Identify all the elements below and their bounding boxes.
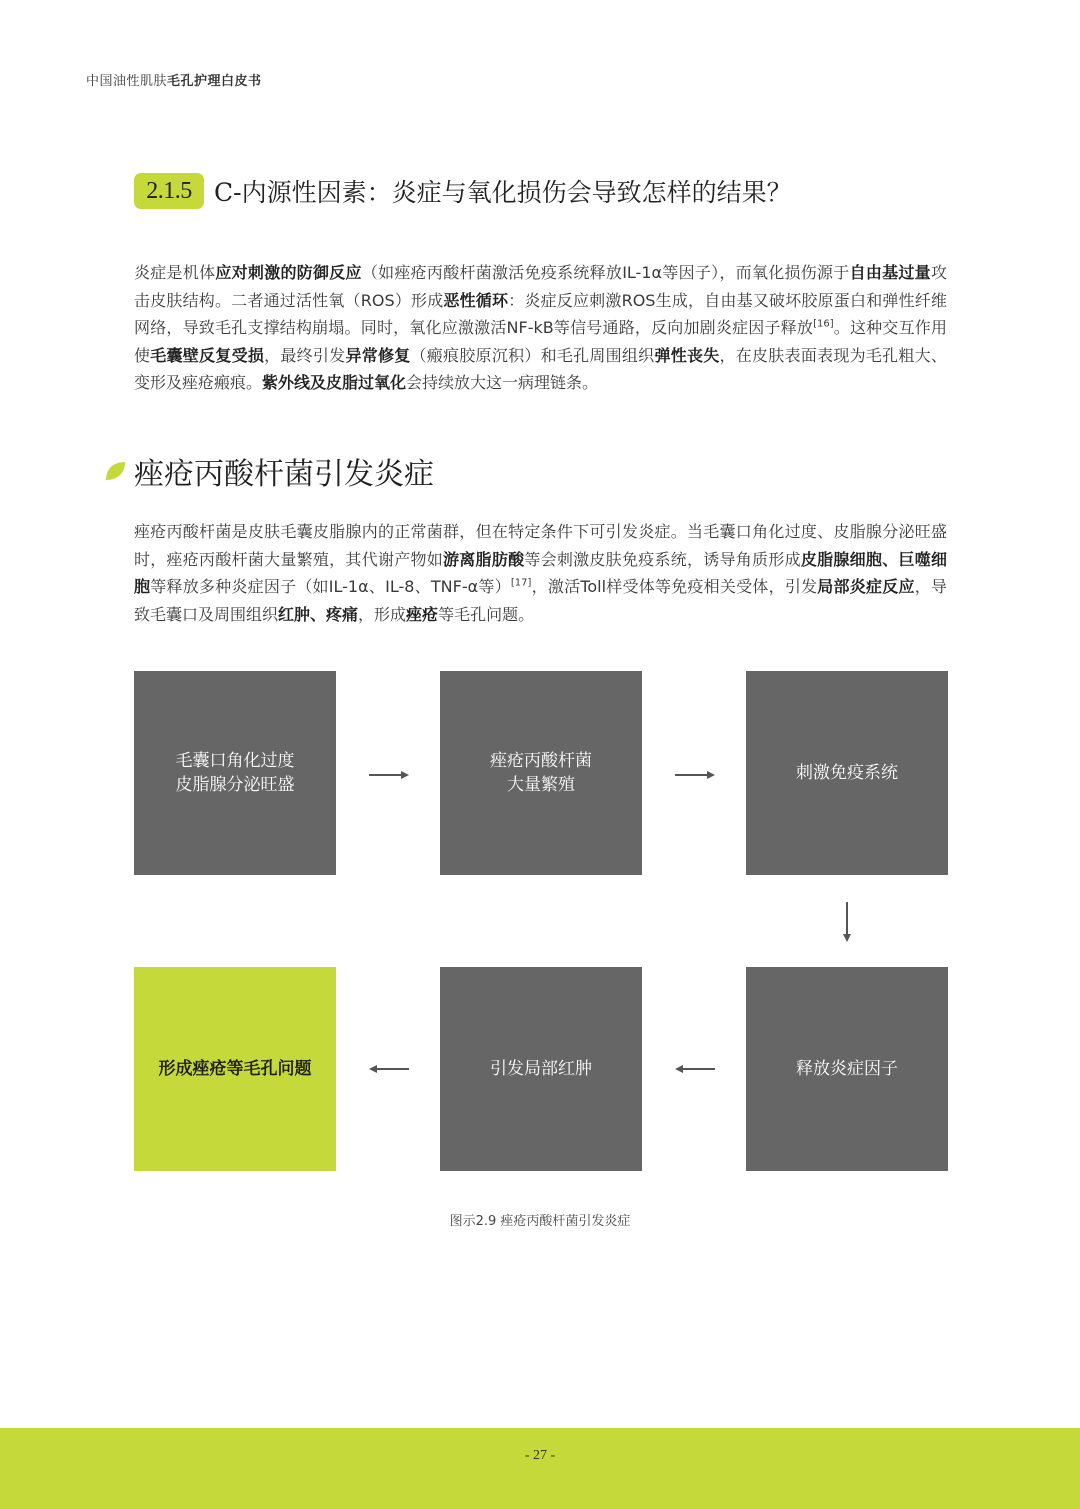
header-title-bold: 毛孔护理白皮书 bbox=[167, 74, 262, 89]
topic-title: 痤疮丙酸杆菌引发炎症 bbox=[134, 457, 434, 492]
paragraph-acne-bacteria: 痤疮丙酸杆菌是皮肤毛囊皮脂腺内的正常菌群，但在特定条件下可引发炎症。当毛囊口角化过度、皮脂腺分泌旺盛时，痤疮丙酸杆菌大量繁殖，其代谢产物如游离脂肪酸等会刺激皮肤免疫系统，诱导角质形成皮脂腺细胞、巨噬细胞等释放多种炎症因子（如IL-1α、IL-8、TNF-α等）[17]，激活Toll样受体等免疫相关受体，引发局部炎症反应，导致毛囊口及周围组织红肿、疼痛，形成痤疮等毛孔问题。 bbox=[134, 522, 947, 624]
flow-step-keratinization: 毛囊口角化过度 皮脂腺分泌旺盛 bbox=[134, 671, 336, 875]
page-number: - 27 - bbox=[524, 1448, 556, 1463]
reference-16: [16] bbox=[813, 318, 834, 330]
section-heading bbox=[134, 172, 792, 210]
flow-step-local-redness: 引发局部红肿 bbox=[440, 967, 642, 1171]
flow-step-immune-stimulation: 刺激免疫系统 bbox=[746, 671, 948, 875]
figure-caption: 图示2.9 痤疮丙酸杆菌引发炎症 bbox=[449, 1214, 631, 1229]
reference-17: [17] bbox=[510, 577, 532, 589]
leaf-icon bbox=[104, 460, 126, 482]
topic-heading bbox=[104, 449, 434, 493]
flow-step-release-inflammatory-factors: 释放炎症因子 bbox=[746, 967, 948, 1171]
footer-band bbox=[0, 1428, 1080, 1509]
arrow-right-icon bbox=[368, 768, 410, 782]
section-number-badge: 2.1.5 bbox=[134, 173, 204, 209]
header-title-plain: 中国油性肌肤 bbox=[86, 74, 168, 89]
arrow-left-icon bbox=[368, 1062, 410, 1076]
arrow-right-icon bbox=[674, 768, 716, 782]
paragraph-inflammation-oxidation: 炎症是机体应对刺激的防御反应（如痤疮丙酸杆菌激活免疫系统释放IL-1α等因子），而氧化损伤源于自由基过量攻击皮肤结构。二者通过活性氧（ROS）形成恶性循环：炎症反应刺激ROS生成，自由基又破坏胶原蛋白和弹性纤维网络，导致毛孔支撑结构崩塌。同时，氧化应激激活NF-kB等信号通路，反向加剧炎症因子释放[16]。这种交互作用使毛囊壁反复受损，最终引发异常修复（瘢痕胶原沉积）和毛孔周围组织弹性丧失，在皮肤表面表现为毛孔粗大、变形及痤疮瘢痕。紫外线及皮脂过氧化会持续放大这一病理链条。 bbox=[134, 263, 947, 392]
arrow-down-icon bbox=[840, 901, 854, 943]
flow-step-bacteria-proliferation: 痤疮丙酸杆菌 大量繁殖 bbox=[440, 671, 642, 875]
arrow-left-icon bbox=[674, 1062, 716, 1076]
section-title: C-内源性因素：炎症与氧化损伤会导致怎样的结果？ bbox=[214, 178, 792, 207]
running-header bbox=[86, 70, 262, 89]
flow-step-pore-problems: 形成痤疮等毛孔问题 bbox=[134, 967, 336, 1171]
